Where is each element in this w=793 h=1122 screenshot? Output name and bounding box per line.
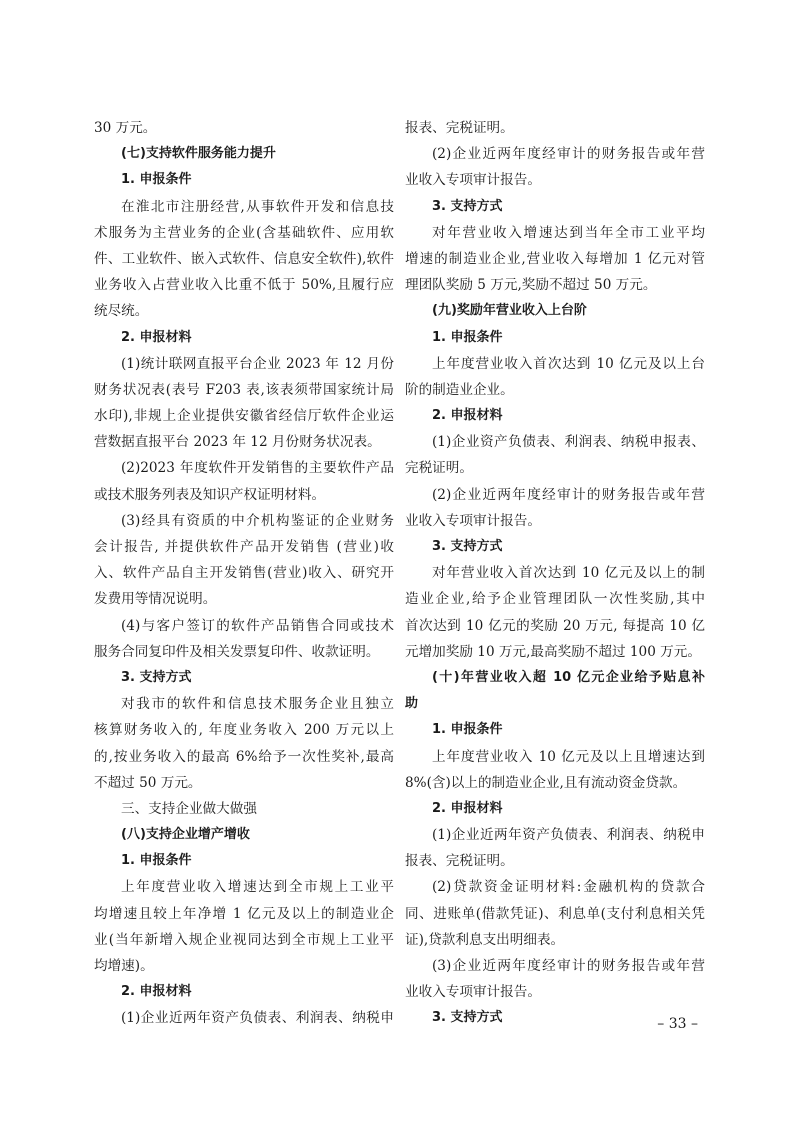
text-line: 对年营业收入增速达到当年全市工业平均 xyxy=(432,224,705,241)
subheading: 3. 支持方式 xyxy=(432,198,503,214)
text-line: 首次达到 10 亿元的奖励 20 万元, 每提高 10 亿 xyxy=(405,617,705,634)
text-line: 均增速)。 xyxy=(94,958,154,974)
text-line: 入、软件产品自主开发销售(营业)收入、研究开 xyxy=(94,565,394,582)
text-line: 元增加奖励 10 万元,最高奖励不超过 100 万元。 xyxy=(405,643,701,660)
text-line: (1)企业近两年资产负债表、利润表、纳税申 xyxy=(432,827,705,844)
text-line: 件、工业软件、嵌入式软件、信息安全软件),软件 xyxy=(94,250,394,267)
subheading: 1. 申报条件 xyxy=(121,853,192,869)
text-line: (1)企业资产负债表、利润表、纳税申报表、 xyxy=(432,434,705,451)
subheading: 3. 支持方式 xyxy=(121,669,192,685)
subheading: 1. 申报条件 xyxy=(121,172,192,188)
subheading: 3. 支持方式 xyxy=(432,1010,503,1026)
text-line: 发费用等情况说明。 xyxy=(94,591,217,608)
text-line: 8%(含)以上的制造业企业,且有流动资金贷款。 xyxy=(405,774,687,791)
text-line: 增速的制造业企业,营业收入每增加 1 亿元对管 xyxy=(405,250,705,267)
chapter-heading: 三、支持企业做大做强 xyxy=(121,800,257,817)
text-line: 对年营业收入首次达到 10 亿元及以上的制 xyxy=(432,565,705,582)
text-line: (1)统计联网直报平台企业 2023 年 12 月份 xyxy=(121,355,394,372)
text-line: (2)2023 年度软件开发销售的主要软件产品 xyxy=(121,460,394,477)
text-line: 上年度营业收入首次达到 10 亿元及以上台 xyxy=(432,355,705,372)
text-line: (1)企业近两年资产负债表、利润表、纳税申 xyxy=(121,1010,394,1027)
text-line: 服务合同复印件及相关发票复印件、收款证明。 xyxy=(94,643,380,660)
left-column xyxy=(94,115,394,1032)
text-line: 上年度营业收入 10 亿元及以上且增速达到 xyxy=(432,748,705,765)
text-line: 业收入专项审计报告。 xyxy=(405,172,541,189)
subheading: 1. 申报条件 xyxy=(432,722,503,738)
text-line: 阶的制造业企业。 xyxy=(405,381,514,398)
text-line: 业(当年新增入规企业视同达到全市规上工业平 xyxy=(94,931,394,948)
text-line: 术服务为主营业务的企业(含基础软件、应用软 xyxy=(94,224,394,241)
text-line: 均增速且较上年净增 1 亿元及以上的制造业企 xyxy=(94,905,394,922)
text-line: (4)与客户签订的软件产品销售合同或技术 xyxy=(121,617,394,634)
text-line: 对我市的软件和信息技术服务企业且独立 xyxy=(121,696,394,713)
text-line: 上年度营业收入增速达到全市规上工业平 xyxy=(121,879,394,896)
text-line: 造业企业,给予企业管理团队一次性奖励,其中 xyxy=(405,591,705,608)
text-line: 业收入专项审计报告。 xyxy=(405,984,541,1001)
text-line: (2)企业近两年度经审计的财务报告或年营 xyxy=(432,146,705,163)
text-line: 不超过 50 万元。 xyxy=(94,774,202,791)
subheading: 2. 申报材料 xyxy=(432,800,503,816)
section-heading: (八)支持企业增产增收 xyxy=(121,827,250,843)
text-line: 30 万元。 xyxy=(94,120,157,136)
text-line: (3)企业近两年度经审计的财务报告或年营 xyxy=(432,958,705,974)
subheading: 1. 申报条件 xyxy=(432,329,503,345)
text-line: 会计报告, 并提供软件产品开发销售 (营业)收 xyxy=(94,539,394,555)
subheading: 2. 申报材料 xyxy=(121,984,192,1000)
text-line: 完税证明。 xyxy=(405,460,473,477)
text-line: 营数据直报平台 2023 年 12 月份财务状况表。 xyxy=(94,434,381,451)
subheading: 2. 申报材料 xyxy=(432,408,503,424)
section-heading-cont: 助 xyxy=(405,696,419,712)
text-line: 证),贷款利息支出明细表。 xyxy=(405,931,565,948)
text-line: (2)企业近两年度经审计的财务报告或年营 xyxy=(432,486,705,503)
text-line: (2)贷款资金证明材料:金融机构的贷款合 xyxy=(432,879,705,896)
section-heading: (七)支持软件服务能力提升 xyxy=(121,146,276,162)
text-line: 同、进账单(借款凭证)、利息单(支付利息相关凭 xyxy=(405,905,705,922)
text-line: 统尽统。 xyxy=(94,303,149,320)
page-number: – 33 – xyxy=(657,1016,698,1032)
section-heading: (十)年营业收入超 10 亿元企业给予贴息补 xyxy=(432,669,705,685)
text-line: 在淮北市注册经营,从事软件开发和信息技 xyxy=(121,198,394,215)
text-line: 理团队奖励 5 万元,奖励不超过 50 万元。 xyxy=(405,277,657,294)
text-line: 报表、完税证明。 xyxy=(405,120,514,136)
text-line: 水印),非规上企业提供安徽省经信厅软件企业运 xyxy=(94,408,394,425)
text-line: 业收入专项审计报告。 xyxy=(405,512,541,529)
text-line: 财务状况表(表号 F203 表,该表须带国家统计局 xyxy=(94,381,394,398)
section-heading: (九)奖励年营业收入上台阶 xyxy=(432,303,587,319)
text-line: 的,按业务收入的最高 6%给予一次性奖补,最高 xyxy=(94,748,394,765)
subheading: 2. 申报材料 xyxy=(121,329,192,345)
text-line: 核算财务收入的, 年度业务收入 200 万元以上 xyxy=(94,722,394,739)
subheading: 3. 支持方式 xyxy=(432,539,503,554)
text-line: 业务收入占营业收入比重不低于 50%,且履行应 xyxy=(94,277,394,294)
right-column xyxy=(405,115,705,1032)
text-line: 报表、完税证明。 xyxy=(405,853,514,870)
text-line: (3)经具有资质的中介机构鉴证的企业财务 xyxy=(121,512,394,529)
text-line: 或技术服务列表及知识产权证明材料。 xyxy=(94,486,326,503)
